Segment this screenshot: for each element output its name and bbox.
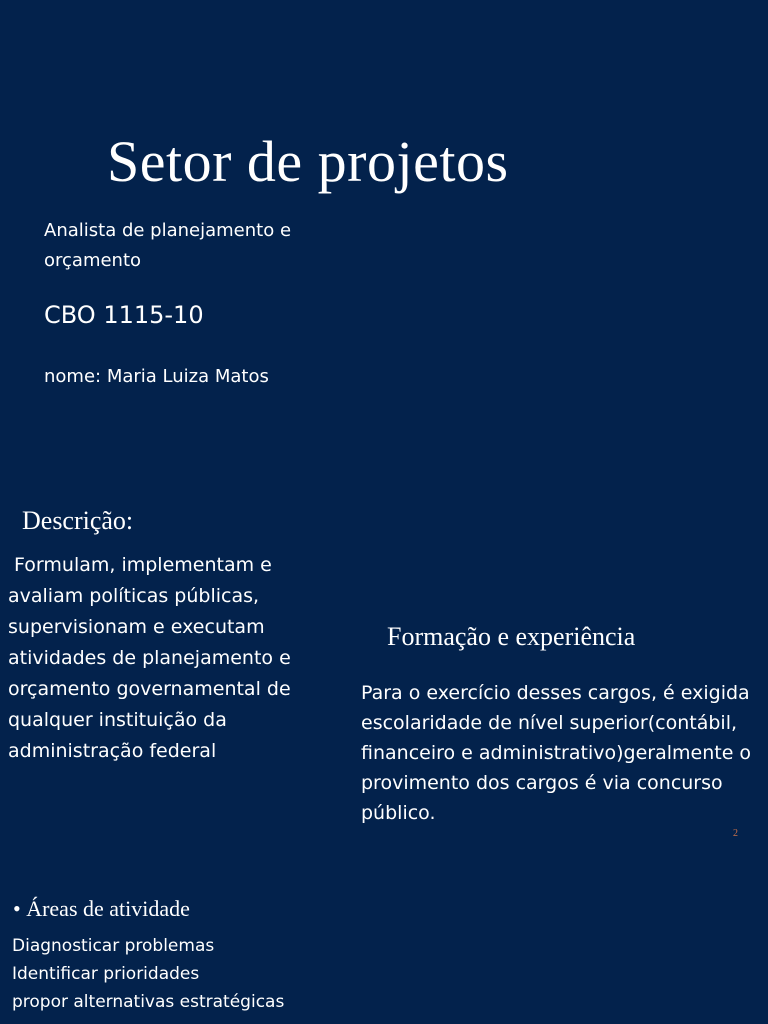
page-number: 2: [733, 828, 738, 839]
cbo-code: CBO 1115-10: [44, 301, 204, 329]
list-item: propor alternativas estratégicas: [12, 992, 285, 1012]
list-item: Diagnosticar problemas: [12, 936, 215, 956]
education-text: Para o exercício desses cargos, é exigida escolaridade de nível superior(contábil, financeiro e administrativo)geralmente o provimento dos cargos é via concurso público.: [361, 682, 752, 824]
education-heading: Formação e experiência: [387, 622, 636, 651]
author-name: nome: Maria Luiza Matos: [44, 366, 269, 387]
description-text: Formulam, implementam e avaliam políticas públicas, supervisionam e executam atividades de planejamento e orçamento governamental de qualquer instituição da administração federal: [8, 554, 297, 762]
activity-areas-list: [12, 932, 284, 1016]
job-title: Analista de planejamento e orçamento: [44, 220, 292, 271]
activity-areas-heading: • Áreas de atividade: [13, 896, 190, 921]
page-title: Setor de projetos: [107, 129, 509, 194]
list-item: Identificar prioridades: [12, 964, 200, 984]
description-heading: Descrição:: [22, 506, 134, 535]
